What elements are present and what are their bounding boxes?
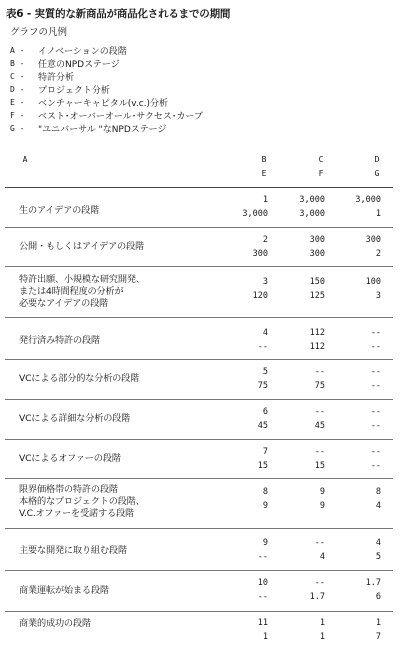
table-cell-text: 本格的なプロジェクトの段階、 <box>19 496 145 507</box>
table-cell-text: 商業運転が始まる段階 <box>19 585 109 596</box>
table-cell-text: 必要なアイデアの段階 <box>19 298 109 309</box>
table-cell-text: 100 <box>365 277 381 287</box>
legend-text: ベスト･オーバーオール･サクセス･カーブ <box>38 112 203 122</box>
table-cell-text: または4時間程度の分析が <box>19 286 124 297</box>
table-cell-text: -- <box>370 328 381 338</box>
table-cell-text: V.C.オファーを受諾する段階 <box>19 508 134 519</box>
table-cell-text: VCによる詳細な分析の段階 <box>19 413 131 424</box>
table-cell-text: -- <box>370 407 381 417</box>
table-cell-text: 限界価格帯の特許の段階 <box>19 484 118 495</box>
table-cell-text: 15 <box>314 461 325 471</box>
cell-d-g <box>321 326 381 354</box>
table-cell-text: -- <box>370 461 381 471</box>
table-cell-text: 112 <box>309 342 325 352</box>
table-cell-text: 1 <box>262 632 268 642</box>
table-cell-text: 4 <box>262 328 268 338</box>
table-cell-text: -- <box>257 342 268 352</box>
cell-b-e <box>208 275 268 303</box>
table-cell-text: -- <box>314 367 325 377</box>
cell-d-g <box>321 193 381 221</box>
table-cell-text: -- <box>370 447 381 457</box>
legend-letter: F - <box>10 111 25 120</box>
table-cell-text: 9 <box>319 501 325 511</box>
table-cell-text: 150 <box>309 277 325 287</box>
row-divider <box>5 227 393 228</box>
table-cell-text: 3,000 <box>299 195 325 205</box>
legend-item <box>10 109 203 122</box>
legend-letter: G - <box>10 124 25 133</box>
table-cell-text: 1 <box>319 618 325 628</box>
cell-b-e <box>208 193 268 221</box>
table-cell-text: 8 <box>375 487 381 497</box>
legend-text: 任意のNPDステージ <box>38 60 120 70</box>
row-divider <box>5 317 393 318</box>
column-header-d <box>366 155 388 183</box>
header-a: A <box>22 155 28 164</box>
legend-item <box>10 57 203 70</box>
row-label <box>19 241 144 253</box>
table-cell-text: 商業的成功の段階 <box>19 618 91 629</box>
legend-text: イノベーションの段階 <box>38 47 127 57</box>
cell-c-f <box>265 233 325 261</box>
row-divider <box>5 439 393 440</box>
table-cell-text: 300 <box>365 235 381 245</box>
table-cell-text: 300 <box>309 249 325 259</box>
row-label <box>19 335 100 347</box>
legend-text: "ユニバーサル "なNPDステージ <box>38 125 167 135</box>
legend-letter: D - <box>10 85 25 94</box>
table-cell-text: -- <box>370 342 381 352</box>
table-cell-text: 9 <box>262 501 268 511</box>
table-cell-text: 発行済み特許の段階 <box>19 335 100 346</box>
table-cell-text: 45 <box>257 421 268 431</box>
row-divider <box>5 266 393 267</box>
header-e: E <box>261 169 267 178</box>
row-label <box>19 545 127 557</box>
cell-d-g <box>321 405 381 433</box>
legend-letter: A - <box>10 46 25 55</box>
table-cell-text: 11 <box>257 618 268 628</box>
header-c: C <box>318 155 324 164</box>
table-cell-text: 1 <box>375 618 381 628</box>
cell-b-e <box>208 445 268 473</box>
cell-c-f <box>265 445 325 473</box>
table-cell-text: 120 <box>252 291 268 301</box>
cell-d-g <box>321 233 381 261</box>
cell-d-g <box>321 445 381 473</box>
table-cell-text: VCによるオファーの段階 <box>19 453 121 464</box>
table-cell-text: 125 <box>309 291 325 301</box>
row-divider <box>5 478 393 479</box>
cell-b-e <box>208 326 268 354</box>
row-divider <box>5 399 393 400</box>
cell-d-g <box>321 485 381 513</box>
table-cell-text: 4 <box>375 538 381 548</box>
table-cell-text: 3,000 <box>299 209 325 219</box>
table-cell-text: VCによる部分的な分析の段階 <box>19 373 140 384</box>
table-cell-text: -- <box>370 367 381 377</box>
legend <box>10 44 203 135</box>
cell-d-g <box>321 275 381 303</box>
row-label <box>19 274 145 310</box>
row-label <box>19 205 99 217</box>
table-cell-text: 8 <box>262 487 268 497</box>
row-label <box>19 585 109 597</box>
cell-b-e <box>208 485 268 513</box>
row-divider <box>5 528 393 529</box>
legend-letter: C - <box>10 72 25 81</box>
legend-text: ベンチャーキャピタル(v.c.)分析 <box>38 99 169 109</box>
legend-item <box>10 83 203 96</box>
cell-b-e <box>208 536 268 564</box>
row-label <box>19 453 121 465</box>
table-cell-text: 3,000 <box>355 195 381 205</box>
table-cell-text: 300 <box>309 235 325 245</box>
table-cell-text: 1 <box>262 195 268 205</box>
cell-c-f <box>265 536 325 564</box>
cell-b-e <box>208 405 268 433</box>
legend-item <box>10 70 203 83</box>
legend-letter: E - <box>10 98 25 107</box>
table-cell-text: 45 <box>314 421 325 431</box>
table-cell-text: -- <box>257 592 268 602</box>
table-cell-text: 公開・もしくはアイデアの段階 <box>19 241 144 252</box>
cell-c-f <box>265 576 325 604</box>
column-header-c <box>310 155 332 183</box>
table-cell-text: 7 <box>375 632 381 642</box>
cell-c-f <box>265 326 325 354</box>
table-cell-text: -- <box>370 381 381 391</box>
header-g: G <box>374 169 380 178</box>
table-cell-text: 15 <box>257 461 268 471</box>
row-label <box>19 413 130 425</box>
table-cell-text: 1.7 <box>365 578 381 588</box>
table-cell-text: 10 <box>257 578 268 588</box>
table-cell-text: 75 <box>257 381 268 391</box>
table-cell-text: -- <box>314 578 325 588</box>
cell-c-f <box>265 616 325 644</box>
row-divider <box>5 611 393 612</box>
table-cell-text: 1 <box>319 632 325 642</box>
legend-text: 特許分析 <box>38 73 75 83</box>
table-cell-text: 1 <box>375 209 381 219</box>
cell-d-g <box>321 576 381 604</box>
table-cell-text: 75 <box>314 381 325 391</box>
column-header-b <box>253 155 275 183</box>
cell-b-e <box>208 365 268 393</box>
table-cell-text: 300 <box>252 249 268 259</box>
table-cell-text: 4 <box>319 552 325 562</box>
table-cell-text: 主要な開発に取り組む段階 <box>19 545 127 556</box>
cell-d-g <box>321 536 381 564</box>
table-cell-text: 特許出願、小規模な研究開発、 <box>19 274 145 285</box>
header-rule <box>5 187 393 188</box>
table-cell-text: -- <box>257 552 268 562</box>
row-divider <box>5 570 393 571</box>
row-label <box>19 484 145 520</box>
cell-c-f <box>265 405 325 433</box>
table-cell-text: 4 <box>375 501 381 511</box>
table-cell-text: -- <box>314 407 325 417</box>
row-label <box>19 373 139 385</box>
cell-c-f <box>265 193 325 221</box>
legend-title: グラフの凡例 <box>10 27 68 38</box>
table-cell-text: 3,000 <box>242 209 268 219</box>
legend-letter: B - <box>10 59 25 68</box>
table-cell-text: 3 <box>375 291 381 301</box>
table-cell-text: 5 <box>262 367 268 377</box>
cell-c-f <box>265 275 325 303</box>
table-cell-text: -- <box>314 538 325 548</box>
cell-b-e <box>208 576 268 604</box>
row-divider <box>5 359 393 360</box>
table-cell-text: 7 <box>262 447 268 457</box>
legend-item <box>10 44 203 57</box>
table-cell-text: 生のアイデアの段階 <box>19 205 100 216</box>
table-cell-text: 3 <box>262 277 268 287</box>
table-cell-text: 112 <box>309 328 325 338</box>
table-cell-text: -- <box>314 447 325 457</box>
header-d: D <box>374 155 380 164</box>
header-f: F <box>318 169 324 178</box>
table-cell-text: 2 <box>262 235 268 245</box>
cell-d-g <box>321 616 381 644</box>
table-cell-text: -- <box>370 421 381 431</box>
table-cell-text: 2 <box>375 249 381 259</box>
table-cell-text: 5 <box>375 552 381 562</box>
table-cell-text: 9 <box>319 487 325 497</box>
cell-d-g <box>321 365 381 393</box>
legend-item <box>10 96 203 109</box>
legend-item <box>10 122 203 135</box>
legend-text: プロジェクト分析 <box>38 86 110 96</box>
header-b: B <box>261 155 267 164</box>
column-header-a <box>14 155 36 169</box>
cell-b-e <box>208 616 268 644</box>
table-cell-text: 6 <box>262 407 268 417</box>
table-cell-text: 6 <box>375 592 381 602</box>
table-cell-text: 9 <box>262 538 268 548</box>
cell-c-f <box>265 485 325 513</box>
row-label <box>19 618 91 630</box>
table-cell-text: 1.7 <box>309 592 325 602</box>
cell-b-e <box>208 233 268 261</box>
cell-c-f <box>265 365 325 393</box>
table-title: 表6 - 実質的な新商品が商品化されるまでの期間 <box>6 8 231 20</box>
